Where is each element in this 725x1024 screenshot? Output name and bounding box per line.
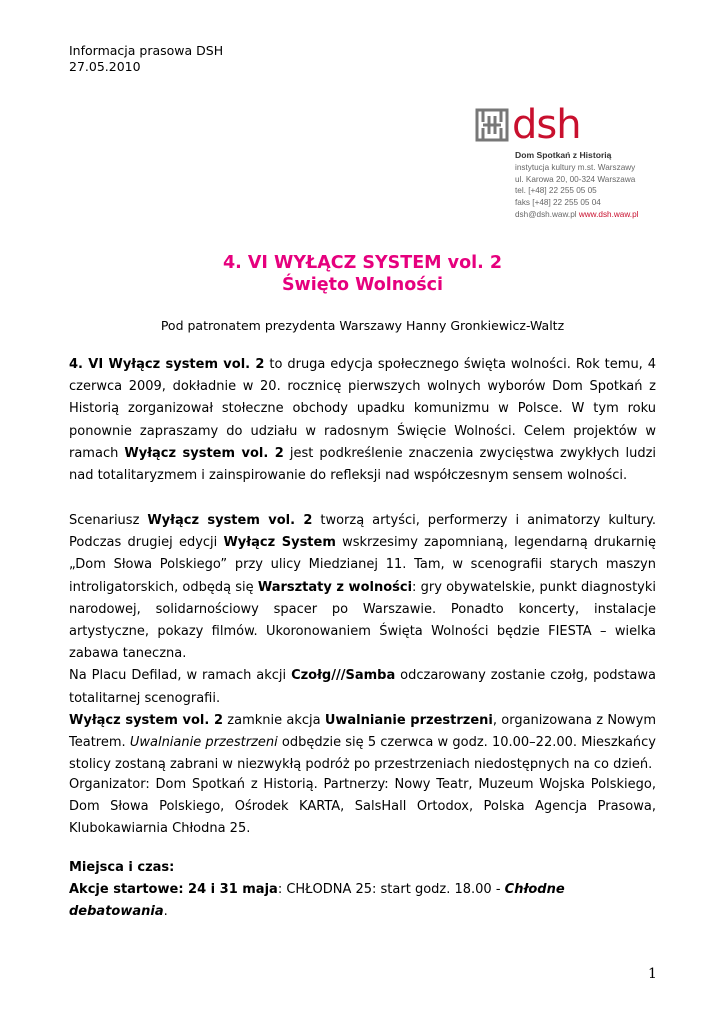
maze-logo-icon xyxy=(475,108,509,142)
press-release-date: 27.05.2010 xyxy=(69,59,141,74)
italic-phrase: Uwalnianie przestrzeni xyxy=(129,735,278,751)
text-run: wskrzesimy zapomnianą, legendarną drukarnię „Dom Słowa Polskiego” przy ulicy Miedzianej 11. Tam, w scenografii starych maszyn introligatorskich, odbędą się xyxy=(69,535,656,595)
dsh-logo xyxy=(475,102,675,221)
text-run: to druga edycja społecznego święta wolności. Rok temu, 4 czerwca 2009, dokładnie w 20. rocznicę pierwszych wolnych wyborów Dom Spotkań z Historią zorganizował stołeczne obchody upadku komunizmu w Polsce. W tym roku ponownie zapraszamy do udziału w radosnym Święcie Wolności. Celem projektów w ramach xyxy=(69,357,656,461)
section-heading: Miejsca i czas: xyxy=(69,860,175,875)
press-release-label: Informacja prasowa DSH xyxy=(69,43,224,58)
bold-phrase: Wyłącz system vol. 2 xyxy=(147,513,313,528)
text-run: Scenariusz xyxy=(69,513,148,528)
institution-name: Dom Spotkań z Historią xyxy=(515,150,612,160)
institution-fax: faks [+48] 22 255 05 04 xyxy=(515,198,601,208)
document-title xyxy=(0,252,725,296)
text-run: : gry obywatelskie, punkt diagnostyki narodowej, solidarnościowy spacer po Warszawie. Ponadto koncerty, instalacje artystyczne, pokazy filmów. Ukoronowaniem Święta Wolności będzie FIESTA – wielka zabawa taneczna. xyxy=(69,579,656,662)
institution-info xyxy=(515,150,675,221)
text-run: : CHŁODNA 25: start godz. 18.00 - xyxy=(277,882,505,898)
patronage-line: Pod patronatem prezydenta Warszawy Hanny Gronkiewicz-Waltz xyxy=(160,318,565,333)
bold-phrase: Wyłącz system vol. 2 xyxy=(69,712,224,728)
paragraph-places-time xyxy=(69,857,656,924)
bold-phrase: Warsztaty z wolności xyxy=(257,579,413,595)
bold-phrase: Uwalnianie przestrzeni xyxy=(324,712,493,728)
text-run: zamknie akcja xyxy=(223,712,325,728)
text-run: Na Placu Defilad, w ramach akcji xyxy=(69,668,292,684)
bold-phrase: Wyłącz system vol. 2 xyxy=(124,445,284,461)
paragraph-scenario xyxy=(69,510,656,776)
institution-contact xyxy=(515,209,675,221)
institution-address: ul. Karowa 20, 00-324 Warszawa xyxy=(515,174,636,184)
bold-phrase: Wyłącz System xyxy=(223,535,336,551)
text-run: jest podkreślenie znaczenia zwycięstwa zwykłych ludzi nad totalitaryzmem i zainspirowanie do refleksji nad współczesnym sensem wolności. xyxy=(69,445,657,484)
page-number: 1 xyxy=(648,966,657,982)
press-header xyxy=(69,43,223,75)
paragraph-intro xyxy=(69,354,656,487)
bold-phrase: Akcje startowe: 24 i 31 maja xyxy=(69,882,278,898)
paragraph-organizers: Organizator: Dom Spotkań z Historią. Partnerzy: Nowy Teatr, Muzeum Wojska Polskiego, Dom Słowa Polskiego, Ośrodek KARTA, SalsHall Ortodox, Polska Agencja Prasowa, Klubokawiarnia Chłodna 25. xyxy=(69,777,656,837)
bold-italic-phrase: Chłodne debatowania xyxy=(69,882,565,920)
email-link[interactable]: dsh@dsh.waw.pl xyxy=(515,209,577,219)
text-run: odczarowany zostanie czołg, podstawa totalitarnej scenografii. xyxy=(69,668,656,706)
text-run: , organizowana z Nowym Teatrem. xyxy=(69,712,656,751)
text-run: . xyxy=(163,904,168,920)
text-run: tworzą artyści, performerzy i animatorzy kultury. Podczas drugiej edycji xyxy=(69,513,657,551)
website-link[interactable]: www.dsh.waw.pl xyxy=(578,209,639,219)
logo-wordmark: dsh xyxy=(512,102,581,148)
institution-type: instytucja kultury m.st. Warszawy xyxy=(515,162,636,172)
text-run: odbędzie się 5 czerwca w godz. 10.00–22.00. Mieszkańcy stolicy zostaną zabrani w niezwykłą podróż po przestrzeniach niedostępnych na co dzień. xyxy=(69,735,656,773)
title-line-1: 4. VI WYŁĄCZ SYSTEM vol. 2 xyxy=(222,253,503,273)
institution-phone: tel. [+48] 22 255 05 05 xyxy=(515,186,597,196)
title-line-2: Święto Wolności xyxy=(281,275,444,295)
bold-phrase: Czołg///Samba xyxy=(291,668,396,684)
bold-phrase: 4. VI Wyłącz system vol. 2 xyxy=(69,357,265,372)
